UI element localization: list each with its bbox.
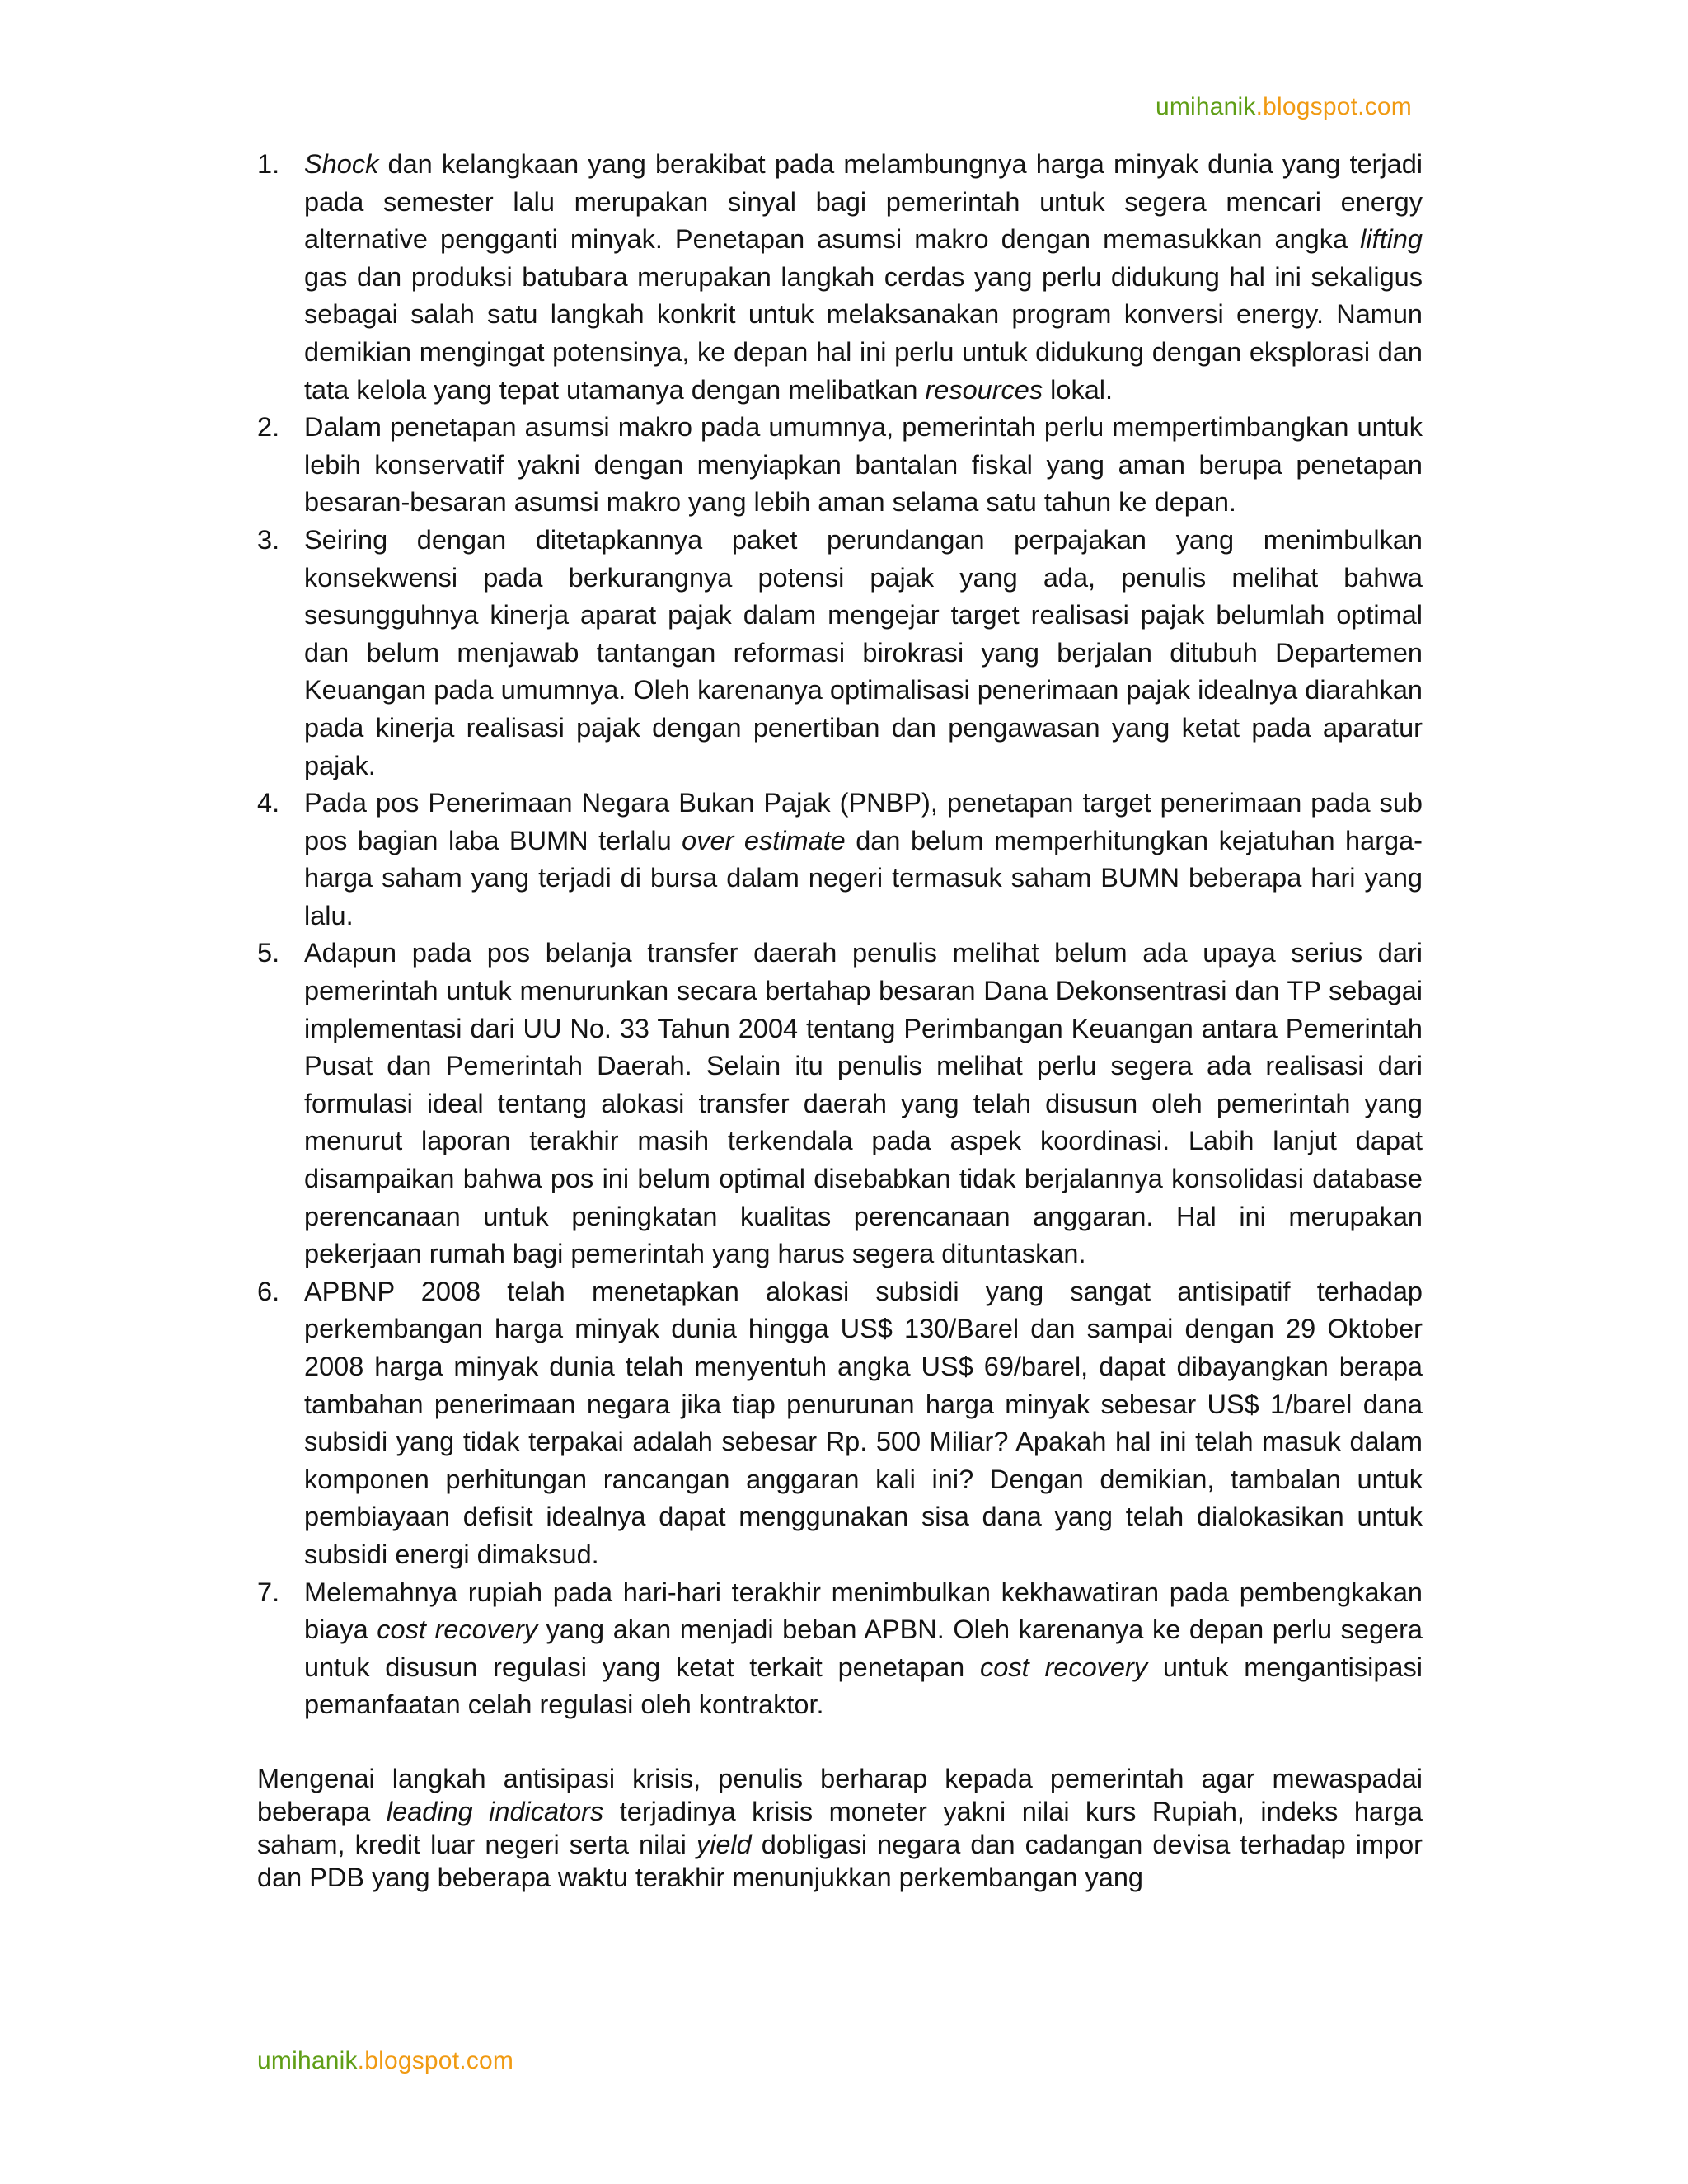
list-number: 4. — [257, 788, 280, 818]
text-run: yang akan menjadi beban APBN. Oleh karenanya ke depan perlu segera untuk disusun regulasi yang ketat terkait penetapan — [304, 1615, 1423, 1682]
brand-domain: .blogspot.com — [357, 2047, 514, 2074]
list-number: 2. — [257, 412, 280, 443]
list-item-text — [304, 935, 1423, 1272]
list-item — [257, 1273, 1423, 1574]
text-run: Seiring dengan ditetapkannya paket perundangan perpajakan yang menimbulkan konsekwensi pada berkurangnya potensi pajak yang ada, penulis melihat bahwa sesungguhnya kinerja aparat pajak dalam mengejar target realisasi pajak belumlah optimal dan belum menjawab tantangan reformasi birokrasi yang berjalan ditubuh Departemen Keuangan pada umumnya. Oleh karenanya optimalisasi penerimaan pajak idealnya diarahkan pada kinerja realisasi pajak dengan penertiban dan pengawasan yang ketat pada aparatur pajak. — [304, 524, 1423, 780]
list-item — [257, 146, 1423, 409]
list-item — [257, 785, 1423, 935]
list-number: 5. — [257, 938, 280, 968]
text-run: over estimate — [682, 825, 846, 855]
text-run: Melemahnya rupiah pada hari-hari terakhir menimbulkan kekhawatiran pada pembengkakan biaya — [304, 1577, 1423, 1645]
brand-domain: .blogspot.com — [1255, 93, 1412, 120]
list-item-text — [304, 1574, 1423, 1724]
closing-paragraph — [257, 1762, 1423, 1894]
text-run: dan kelangkaan yang berakibat pada melambungnya harga minyak dunia yang terjadi pada semester lalu merupakan sinyal bagi pemerintah untuk segera mencari energy alternative pengganti minyak. Penetapan asumsi makro dengan memasukkan angka — [304, 149, 1423, 255]
document-body — [257, 146, 1423, 1920]
list-item — [257, 522, 1423, 785]
text-run: lifting — [1360, 224, 1423, 255]
header-blog-brand — [1156, 93, 1412, 121]
text-run: Adapun pada pos belanja transfer daerah penulis melihat belum ada upaya serius dari pemerintah untuk menurunkan secara bertahap besaran Dana Dekonsentrasi dan TP sebagai implementasi dari UU No. 33 Tahun 2004 tentang Perimbangan Keuangan antara Pemerintah Pusat dan Pemerintah Daerah. Selain itu penulis melihat perlu segera ada realisasi dari formulasi ideal tentang alokasi transfer daerah yang telah disusun oleh pemerintah yang menurut laporan terakhir masih terkendala pada aspek koordinasi. Labih lanjut dapat disampaikan bahwa pos ini belum optimal disebabkan tidak berjalannya konsolidasi database perencanaan untuk peningkatan kualitas perencanaan anggaran. Hal ini merupakan pekerjaan rumah bagi pemerintah yang harus segera dituntaskan. — [304, 938, 1423, 1269]
list-item-text — [304, 785, 1423, 935]
footer-blog-brand — [257, 2047, 513, 2075]
text-run: leading indicators — [386, 1796, 604, 1826]
list-item-text — [304, 1273, 1423, 1574]
text-run: Mengenai langkah antisipasi krisis, penulis berharap kepada pemerintah agar mewaspadai beberapa — [257, 1763, 1423, 1826]
text-run: dobligasi negara dan cadangan devisa terhadap impor dan PDB yang beberapa waktu terakhir menunjukkan perkembangan yang — [257, 1829, 1423, 1892]
text-run: APBNP 2008 telah menetapkan alokasi subsidi yang sangat antisipatif terhadap perkembangan harga minyak dunia hingga US$ 130/Barel dan sampai dengan 29 Oktober 2008 harga minyak dunia telah menyentuh angka US$ 69/barel, dapat dibayangkan berapa tambahan penerimaan negara jika tiap penurunan harga minyak sebesar US$ 1/barel dana subsidi yang tidak terpakai adalah sebesar Rp. 500 Miliar? Apakah hal ini telah masuk dalam komponen perhitungan rancangan anggaran kali ini? Dengan demikian, tambalan untuk pembiayaan defisit idealnya dapat menggunakan sisa dana yang telah dialokasikan untuk subsidi energi dimaksud. — [304, 1276, 1423, 1569]
text-run: resources — [925, 374, 1043, 405]
list-item-text — [304, 146, 1423, 409]
text-run: cost recovery — [980, 1652, 1148, 1682]
brand-name: umihanik — [257, 2047, 358, 2074]
list-number: 1. — [257, 149, 280, 179]
text-run: cost recovery — [377, 1615, 538, 1645]
list-item-text — [304, 522, 1423, 785]
text-run: Dalam penetapan asumsi makro pada umumnya, pemerintah perlu mempertimbangkan untuk lebih konservatif yakni dengan menyiapkan bantalan fiskal yang aman berupa penetapan besaran-besaran asumsi makro yang lebih aman selama satu tahun ke depan. — [304, 412, 1423, 518]
list-item — [257, 409, 1423, 522]
text-run: terjadinya krisis moneter yakni nilai kurs Rupiah, indeks harga saham, kredit luar negeri serta nilai — [257, 1796, 1423, 1859]
brand-name: umihanik — [1155, 93, 1256, 120]
list-item — [257, 1574, 1423, 1724]
text-run: Shock — [304, 149, 379, 179]
text-run: gas dan produksi batubara merupakan langkah cerdas yang perlu didukung hal ini sekaligus sebagai salah satu langkah konkrit untuk melaksanakan program konversi energy. Namun demikian mengingat potensinya, ke depan hal ini perlu untuk didukung dengan eksplorasi dan tata kelola yang tepat utamanya dengan melibatkan — [304, 261, 1423, 405]
text-run: lokal. — [1043, 374, 1114, 405]
list-number: 6. — [257, 1276, 280, 1306]
text-run: Pada pos Penerimaan Negara Bukan Pajak (PNBP), penetapan target penerimaan pada sub pos bagian laba BUMN terlalu — [304, 788, 1423, 855]
recommendation-list — [257, 146, 1423, 1724]
list-number: 7. — [257, 1577, 280, 1607]
list-item — [257, 935, 1423, 1272]
list-number: 3. — [257, 524, 280, 555]
text-run: untuk mengantisipasi pemanfaatan celah regulasi oleh kontraktor. — [304, 1652, 1423, 1720]
list-item-text — [304, 409, 1423, 522]
text-run: dan belum memperhitungkan kejatuhan harga-harga saham yang terjadi di bursa dalam negeri termasuk saham BUMN beberapa hari yang lalu. — [304, 825, 1423, 930]
text-run: yield — [696, 1829, 752, 1859]
